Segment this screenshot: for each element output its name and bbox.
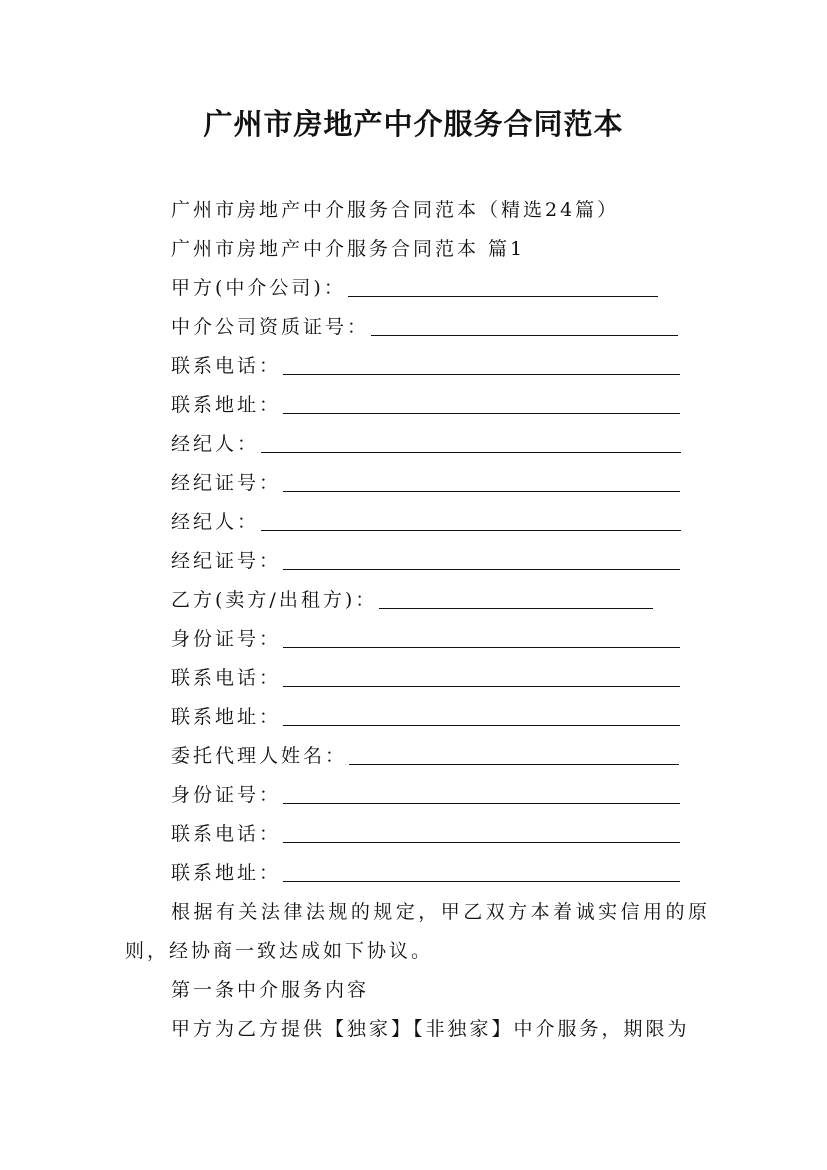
field-label: 经纪人： — [171, 433, 260, 455]
field-label: 委托代理人姓名： — [171, 745, 348, 767]
field-label: 身份证号： — [171, 628, 282, 650]
field-blank — [283, 373, 680, 375]
id-field — [171, 621, 680, 657]
party-a-field — [171, 270, 658, 306]
address-field — [171, 699, 680, 735]
field-blank — [283, 646, 680, 648]
agent-license-field — [171, 543, 680, 579]
field-label: 中介公司资质证号： — [171, 316, 370, 338]
field-label: 经纪证号： — [171, 550, 282, 572]
phone-field — [171, 660, 680, 696]
proxy-name-field — [171, 738, 679, 774]
field-blank — [261, 529, 681, 531]
field-label: 联系地址： — [171, 862, 282, 884]
agent-field — [171, 426, 681, 462]
field-label: 身份证号： — [171, 784, 282, 806]
phone-field — [171, 816, 680, 852]
section-heading: 广州市房地产中介服务合同范本 篇1 — [171, 238, 526, 260]
field-blank — [283, 802, 680, 804]
agent-field — [171, 504, 681, 540]
field-label: 联系地址： — [171, 706, 282, 728]
field-label: 经纪人： — [171, 511, 260, 533]
field-label: 联系电话： — [171, 823, 282, 845]
field-label: 经纪证号： — [171, 472, 282, 494]
field-blank — [283, 880, 680, 882]
field-blank — [283, 568, 680, 570]
field-blank — [283, 685, 680, 687]
field-label: 联系电话： — [171, 667, 282, 689]
address-field — [171, 387, 680, 423]
agreement-paragraph: 根据有关法律法规的规定，甲乙双方本着诚实信用的原则，经协商一致达成如下协议。 — [125, 901, 710, 962]
field-label: 联系电话： — [171, 355, 282, 377]
party-b-field — [171, 582, 653, 618]
field-blank — [261, 451, 681, 453]
party-b-label: 乙方(卖方/出租方)： — [171, 589, 378, 611]
field-blank — [283, 841, 680, 843]
field-blank — [283, 724, 680, 726]
field-blank — [349, 763, 679, 765]
license-field — [171, 309, 678, 345]
article-1-heading: 第一条中介服务内容 — [171, 979, 370, 1001]
field-blank — [283, 490, 680, 492]
article-1-text: 甲方为乙方提供【独家】【非独家】中介服务，期限为 — [171, 1018, 690, 1040]
phone-field — [171, 348, 680, 384]
field-label: 联系地址： — [171, 394, 282, 416]
id-field — [171, 777, 680, 813]
document-title: 广州市房地产中介服务合同范本 — [203, 107, 624, 141]
party-a-label: 甲方(中介公司)： — [171, 277, 346, 299]
address-field — [171, 855, 680, 891]
party-a-blank — [348, 295, 658, 297]
agent-license-field — [171, 465, 680, 501]
intro-line: 广州市房地产中介服务合同范本（精选24篇） — [171, 199, 620, 221]
field-blank — [283, 412, 680, 414]
field-blank — [371, 334, 678, 336]
party-b-blank — [379, 607, 653, 609]
